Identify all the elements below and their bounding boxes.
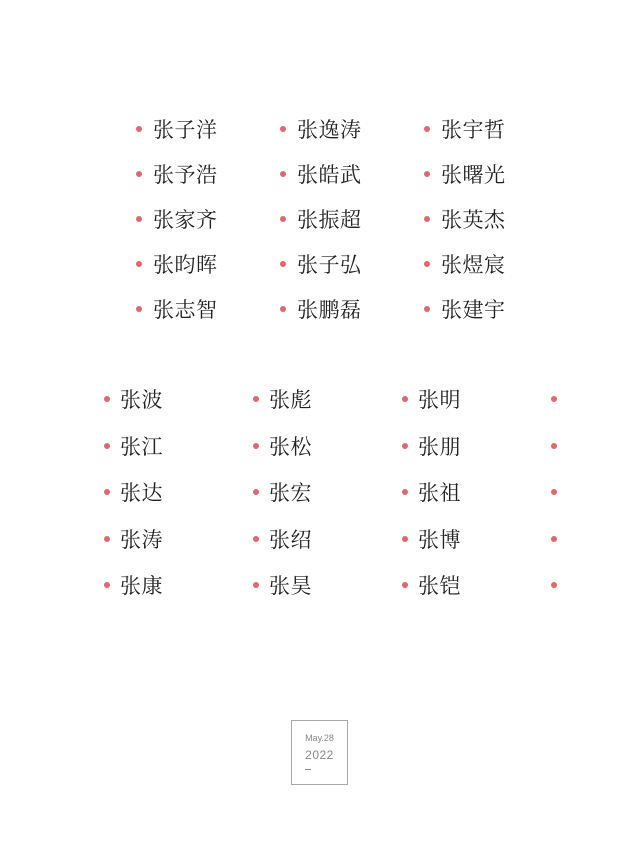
bullet-icon [551, 582, 557, 588]
name-label: 张波 [120, 388, 163, 412]
list-item [104, 571, 163, 599]
list-item [424, 115, 506, 143]
name-label: 张子洋 [153, 118, 218, 142]
list-item [402, 385, 461, 413]
date-year: 2022 [305, 748, 334, 762]
name-label: 张曙光 [441, 163, 506, 187]
bullet-icon [104, 489, 110, 495]
name-label: 张康 [120, 574, 163, 598]
list-item [136, 295, 218, 323]
bullet-icon [136, 126, 142, 132]
list-item-partial [551, 432, 567, 460]
list-item [424, 250, 506, 278]
name-label: 张宏 [269, 481, 312, 505]
name-label: 张彪 [269, 388, 312, 412]
bullet-icon [424, 261, 430, 267]
bullet-icon [104, 443, 110, 449]
list-item-partial [551, 525, 567, 553]
date-badge [291, 720, 348, 785]
bullet-icon [280, 261, 286, 267]
name-label: 张达 [120, 481, 163, 505]
list-item [253, 478, 312, 506]
name-label: 张宇哲 [441, 118, 506, 142]
list-item [402, 571, 461, 599]
list-item-partial [551, 571, 567, 599]
list-item [280, 115, 362, 143]
bullet-icon [253, 489, 259, 495]
bullet-icon [104, 536, 110, 542]
name-label: 张明 [418, 388, 461, 412]
name-label: 张家齐 [153, 208, 218, 232]
bullet-icon [253, 536, 259, 542]
list-item [402, 478, 461, 506]
bullet-icon [280, 171, 286, 177]
bullet-icon [104, 582, 110, 588]
list-item [104, 525, 163, 553]
name-label: 张予浩 [153, 163, 218, 187]
list-item [280, 205, 362, 233]
list-item [136, 160, 218, 188]
name-label: 张煜宸 [441, 253, 506, 277]
bullet-icon [551, 443, 557, 449]
bullet-icon [402, 582, 408, 588]
list-item [280, 160, 362, 188]
list-item [424, 160, 506, 188]
bullet-icon [402, 396, 408, 402]
name-label: 张子弘 [297, 253, 362, 277]
bullet-icon [136, 171, 142, 177]
list-item [104, 432, 163, 460]
name-label: 张逸涛 [297, 118, 362, 142]
name-label: 张昊 [269, 574, 312, 598]
name-label: 张昀晖 [153, 253, 218, 277]
name-label: 张祖 [418, 481, 461, 505]
name-label: 张博 [418, 528, 461, 552]
bullet-icon [551, 396, 557, 402]
list-item [402, 432, 461, 460]
list-item [136, 115, 218, 143]
list-item [280, 295, 362, 323]
list-item [280, 250, 362, 278]
list-item [253, 432, 312, 460]
bullet-icon [136, 261, 142, 267]
bullet-icon [253, 582, 259, 588]
bullet-icon [253, 396, 259, 402]
list-item [136, 205, 218, 233]
list-item [136, 250, 218, 278]
name-label: 张英杰 [441, 208, 506, 232]
bullet-icon [402, 536, 408, 542]
name-label: 张铠 [418, 574, 461, 598]
bullet-icon [136, 216, 142, 222]
bullet-icon [280, 306, 286, 312]
list-item [402, 525, 461, 553]
bullet-icon [253, 443, 259, 449]
bullet-icon [280, 126, 286, 132]
bullet-icon [424, 306, 430, 312]
name-label: 张皓武 [297, 163, 362, 187]
bullet-icon [424, 126, 430, 132]
list-item [104, 385, 163, 413]
list-item-partial [551, 478, 567, 506]
divider [305, 769, 311, 770]
name-label: 张鹏磊 [297, 298, 362, 322]
date-month-day: May.28 [305, 733, 334, 743]
list-item [424, 205, 506, 233]
list-item [104, 478, 163, 506]
bullet-icon [136, 306, 142, 312]
bullet-icon [551, 489, 557, 495]
bullet-icon [551, 536, 557, 542]
list-item [253, 571, 312, 599]
list-item [253, 525, 312, 553]
name-label: 张江 [120, 435, 163, 459]
name-label: 张志智 [153, 298, 218, 322]
bullet-icon [402, 443, 408, 449]
bullet-icon [424, 171, 430, 177]
name-label: 张振超 [297, 208, 362, 232]
name-label: 张绍 [269, 528, 312, 552]
list-item [253, 385, 312, 413]
bullet-icon [104, 396, 110, 402]
bullet-icon [424, 216, 430, 222]
bullet-icon [280, 216, 286, 222]
name-label: 张建宇 [441, 298, 506, 322]
bullet-icon [402, 489, 408, 495]
list-item-partial [551, 385, 567, 413]
name-label: 张朋 [418, 435, 461, 459]
list-item [424, 295, 506, 323]
name-label: 张涛 [120, 528, 163, 552]
name-label: 张松 [269, 435, 312, 459]
